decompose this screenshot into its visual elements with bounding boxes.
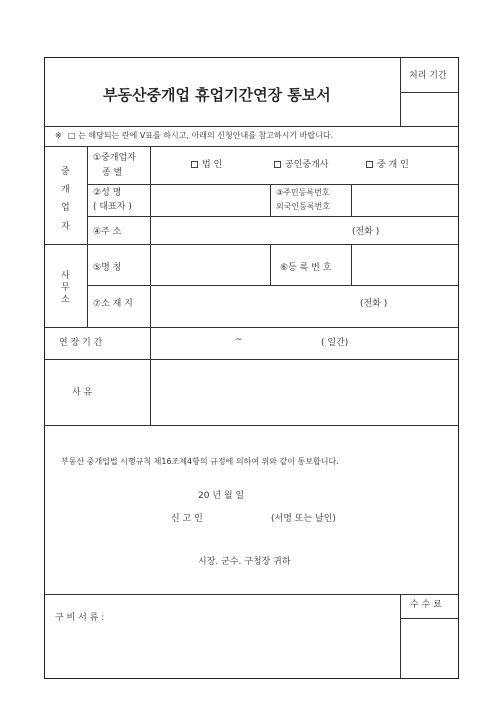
- extension-period-field[interactable]: [151, 328, 457, 358]
- reason-label: 사 유: [72, 388, 93, 398]
- option-broker[interactable]: 중 개 인: [366, 161, 409, 170]
- rrn-label-1: ③주민등록번호: [276, 188, 330, 197]
- office-section-label-1: 사: [61, 271, 70, 281]
- registration-number-field[interactable]: [352, 245, 457, 284]
- office-section-label-2: 무: [61, 283, 70, 293]
- fee-label: 수 수 료: [410, 600, 442, 610]
- required-documents-label: 구 비 서 류 :: [55, 613, 105, 623]
- instruction-mark: ※: [55, 131, 62, 140]
- extension-days: ( 일간): [321, 338, 349, 348]
- address-phone: (전화 ): [352, 227, 380, 237]
- name-label-2: ( 대표자 ): [93, 202, 132, 212]
- fee-field[interactable]: [401, 619, 458, 677]
- section-col-divider: [87, 146, 88, 327]
- registration-number-label: ⑥등 록 번 호: [280, 263, 332, 273]
- form-title: 부동산중개업 휴업기간연장 통보서: [103, 86, 331, 104]
- address-field[interactable]: [151, 217, 457, 243]
- reason-field[interactable]: [151, 360, 457, 424]
- office-name-label: ⑤명 칭: [93, 263, 122, 273]
- reporter-label: 신 고 인: [171, 514, 203, 524]
- date-line: 20 년 월 일: [198, 491, 245, 501]
- broker-section-label-1: 중: [61, 167, 70, 177]
- addressee: 시장. 군수. 구청장 귀하: [198, 557, 291, 567]
- name-field[interactable]: [151, 185, 269, 215]
- extension-tilde: ~: [235, 335, 243, 345]
- broker-section-label-4: 자: [61, 222, 70, 232]
- office-name-field[interactable]: [151, 245, 269, 284]
- rrn-label-2: 외국인등록번호: [276, 202, 331, 211]
- extension-period-label: 연 장 기 간: [59, 338, 103, 348]
- name-label-1: ②성 명: [93, 188, 122, 198]
- office-section-label-3: 소: [61, 295, 70, 305]
- broker-section-label-2: 개: [61, 185, 70, 195]
- broker-type-label-1: ①중개업자: [93, 153, 136, 163]
- checkbox-broker[interactable]: [366, 161, 373, 168]
- broker-section-label-3: 업: [61, 203, 70, 213]
- office-location-label: ⑦소 재 지: [93, 299, 133, 309]
- checkbox-licensed-broker[interactable]: [274, 161, 281, 168]
- broker-type-label-2: 종 별: [102, 168, 123, 178]
- period-divider: [400, 92, 458, 93]
- instruction-text: □ 는 해당되는 란에 V표를 하시고, 아래의 신청안내를 참고하시기 바랍니다.: [68, 131, 334, 140]
- option-licensed-broker[interactable]: 공인중개사: [274, 161, 328, 170]
- checkbox-corporation[interactable]: [191, 161, 198, 168]
- signature-note: (서명 또는 날인): [271, 514, 336, 524]
- office-phone: (전화 ): [360, 299, 388, 309]
- address-label: ④주 소: [93, 227, 122, 237]
- option-corporation[interactable]: 법 인: [191, 161, 222, 170]
- rrn-field[interactable]: [352, 185, 457, 215]
- statement-text: 부동산 중개업법 시행규칙 제16조제4항의 규정에 의하여 위와 같이 통보합니다.: [61, 457, 339, 466]
- notification-form: [44, 57, 459, 679]
- processing-period-label: 처리 기간: [409, 71, 447, 81]
- office-location-field[interactable]: [151, 286, 457, 326]
